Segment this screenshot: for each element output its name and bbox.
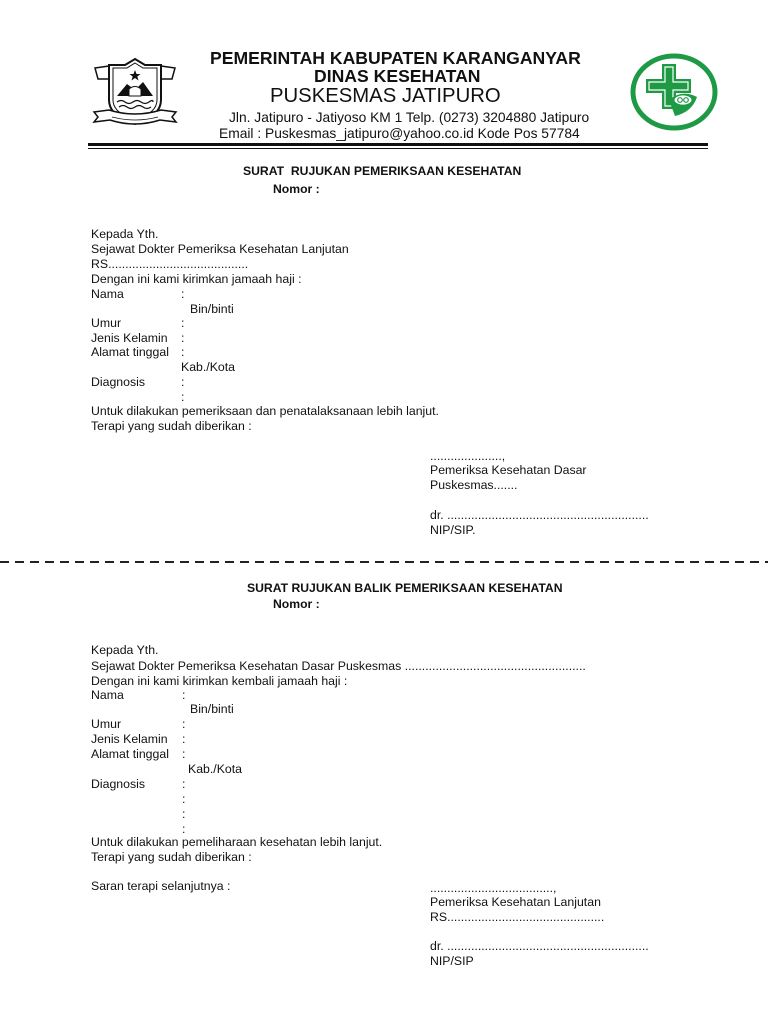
cut-line xyxy=(0,561,768,563)
puskesmas-logo-icon xyxy=(629,53,719,131)
field-colon: : xyxy=(181,375,185,389)
field-kab-kota: Kab./Kota xyxy=(188,762,243,776)
referral-intro: Dengan ini kami kirimkan jamaah haji : xyxy=(91,272,302,286)
field-label-name: Nama xyxy=(91,287,124,301)
letterhead-divider xyxy=(88,143,708,146)
back-referral-salutation: Kepada Yth. xyxy=(91,643,159,657)
field-colon: : xyxy=(182,777,186,791)
diagnosis-extra-colon: : xyxy=(181,390,185,404)
signature-doctor: dr. ........................................................... xyxy=(430,939,649,953)
field-colon: : xyxy=(182,717,186,731)
field-colon: : xyxy=(182,688,186,702)
back-referral-recipient: Sejawat Dokter Pemeriksa Kesehatan Dasar Puskesmas ..................................................... xyxy=(91,659,586,673)
signature-hospital: RS.............................................. xyxy=(430,910,605,924)
field-colon: : xyxy=(182,732,186,746)
field-colon: : xyxy=(182,747,186,761)
letterhead-divider-thin xyxy=(88,148,708,149)
field-label-diagnosis: Diagnosis xyxy=(91,375,145,389)
signature-role: Pemeriksa Kesehatan Lanjutan xyxy=(430,895,601,909)
field-bin-binti: Bin/binti xyxy=(190,302,234,316)
referral-hospital-blank: RS......................................... xyxy=(91,257,249,271)
letterhead-institution: PUSKESMAS JATIPURO xyxy=(270,85,501,107)
referral-title: SURAT RUJUKAN PEMERIKSAAN KESEHATAN xyxy=(243,164,522,178)
field-label-diagnosis: Diagnosis xyxy=(91,777,145,791)
field-label-address: Alamat tinggal xyxy=(91,747,169,761)
diagnosis-extra-colon: : xyxy=(182,807,186,821)
back-referral-intro: Dengan ini kami kirimkan kembali jamaah haji : xyxy=(91,674,348,688)
field-label-gender: Jenis Kelamin xyxy=(91,732,168,746)
diagnosis-extra-colon: : xyxy=(182,792,186,806)
signature-place-date: ....................., xyxy=(430,449,506,463)
letterhead-government: PEMERINTAH KABUPATEN KARANGANYAR xyxy=(210,48,581,68)
referral-recipient: Sejawat Dokter Pemeriksa Kesehatan Lanjutan xyxy=(91,242,349,256)
back-referral-advice-label: Saran terapi selanjutnya : xyxy=(91,879,231,893)
signature-nip: NIP/SIP xyxy=(430,954,474,968)
field-bin-binti: Bin/binti xyxy=(190,702,234,716)
referral-therapy-label: Terapi yang sudah diberikan : xyxy=(91,419,252,433)
regency-emblem-icon xyxy=(90,56,180,128)
field-colon: : xyxy=(181,287,185,301)
signature-nip: NIP/SIP. xyxy=(430,523,476,537)
referral-number-label: Nomor : xyxy=(273,182,320,196)
field-colon: : xyxy=(181,316,185,330)
signature-role: Pemeriksa Kesehatan Dasar xyxy=(430,463,587,477)
back-referral-therapy-label: Terapi yang sudah diberikan : xyxy=(91,850,252,864)
signature-doctor: dr. ........................................................... xyxy=(430,508,649,522)
letterhead-department: DINAS KESEHATAN xyxy=(314,66,481,86)
referral-purpose: Untuk dilakukan pemeriksaan dan penatalaksanaan lebih lanjut. xyxy=(91,404,439,418)
field-kab-kota: Kab./Kota xyxy=(181,360,236,374)
field-label-name: Nama xyxy=(91,688,124,702)
back-referral-purpose: Untuk dilakukan pemeliharaan kesehatan lebih lanjut. xyxy=(91,835,383,849)
letterhead-email: Email : Puskesmas_jatipuro@yahoo.co.id Kode Pos 57784 xyxy=(219,126,580,141)
field-colon: : xyxy=(181,345,185,359)
back-referral-title: SURAT RUJUKAN BALIK PEMERIKSAAN KESEHATAN xyxy=(247,581,563,595)
referral-salutation: Kepada Yth. xyxy=(91,227,159,241)
field-colon: : xyxy=(181,331,185,345)
diagnosis-extra-colon: : xyxy=(182,822,186,836)
field-label-age: Umur xyxy=(91,316,122,330)
field-label-address: Alamat tinggal xyxy=(91,345,169,359)
signature-place-date: ...................................., xyxy=(430,881,557,895)
field-label-age: Umur xyxy=(91,717,122,731)
field-label-gender: Jenis Kelamin xyxy=(91,331,168,345)
letterhead-address: Jln. Jatipuro - Jatiyoso KM 1 Telp. (0273) 3204880 Jatipuro xyxy=(229,110,590,125)
back-referral-number-label: Nomor : xyxy=(273,597,320,611)
signature-facility: Puskesmas....... xyxy=(430,478,518,492)
